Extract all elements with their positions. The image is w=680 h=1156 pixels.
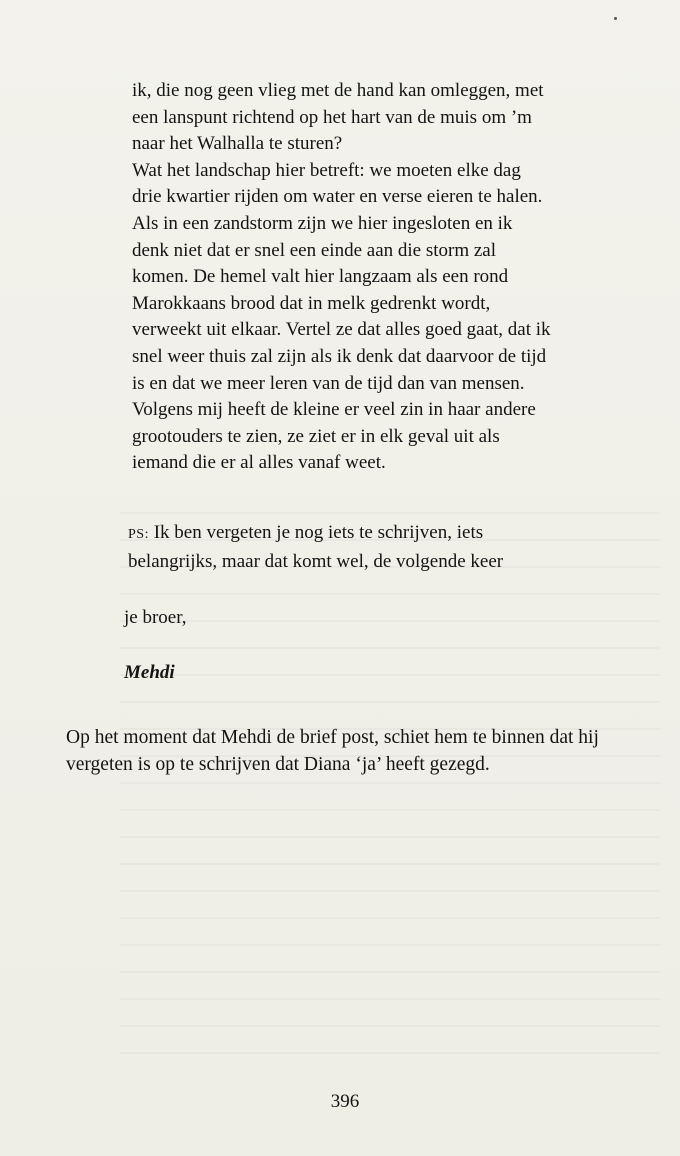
letter-line: Wat het landschap hier betreft: we moeten elke dag — [132, 159, 521, 181]
letter-body — [132, 78, 617, 477]
letter-line: grootouders te zien, ze ziet er in elk geval uit als — [132, 425, 500, 447]
letter-line: is en dat we meer leren van de tijd dan van mensen. — [132, 372, 525, 394]
show-through-text — [120, 495, 660, 1065]
letter-line: naar het Walhalla te sturen? — [132, 133, 343, 155]
page-number: 396 — [330, 1091, 360, 1112]
postscript-text-1: Ik ben vergeten je nog iets te schrijven, iets — [153, 522, 484, 543]
letter-line: Als in een zandstorm zijn we hier ingesloten en ik — [132, 212, 513, 234]
print-speck — [614, 17, 617, 20]
letter-line: iemand die er al alles vanaf weet. — [132, 452, 386, 474]
narrative-line: Op het moment dat Mehdi de brief post, schiet hem te binnen dat hij — [66, 727, 599, 748]
letter-closing: je broer, — [124, 607, 187, 628]
postscript — [128, 519, 613, 575]
letter-line: drie kwartier rijden om water en verse eieren te halen. — [132, 186, 543, 208]
narrative-paragraph — [66, 724, 656, 778]
letter-signature: Mehdi — [124, 662, 175, 683]
letter-line: ik, die nog geen vlieg met de hand kan omleggen, met — [132, 80, 544, 101]
letter-line: Marokkaans brood dat in melk gedrenkt wordt, — [132, 292, 491, 314]
postscript-text-2: belangrijks, maar dat komt wel, de volgende keer — [128, 551, 504, 572]
letter-line: snel weer thuis zal zijn als ik denk dat daarvoor de tijd — [132, 345, 547, 367]
narrative-line: vergeten is op te schrijven dat Diana ‘ja’ heeft gezegd. — [66, 754, 490, 775]
postscript-line-1 — [128, 519, 613, 548]
letter-line: komen. De hemel valt hier langzaam als een rond — [132, 266, 509, 288]
postscript-label: PS: — [128, 527, 149, 542]
letter-line: denk niet dat er snel een einde aan die storm zal — [132, 239, 497, 261]
letter-line: Volgens mij heeft de kleine er veel zin in haar andere — [132, 399, 536, 421]
letter-line: een lanspunt richtend op het hart van de muis om ’m — [132, 106, 532, 128]
letter-line: verweekt uit elkaar. Vertel ze dat alles goed gaat, dat ik — [132, 319, 551, 341]
